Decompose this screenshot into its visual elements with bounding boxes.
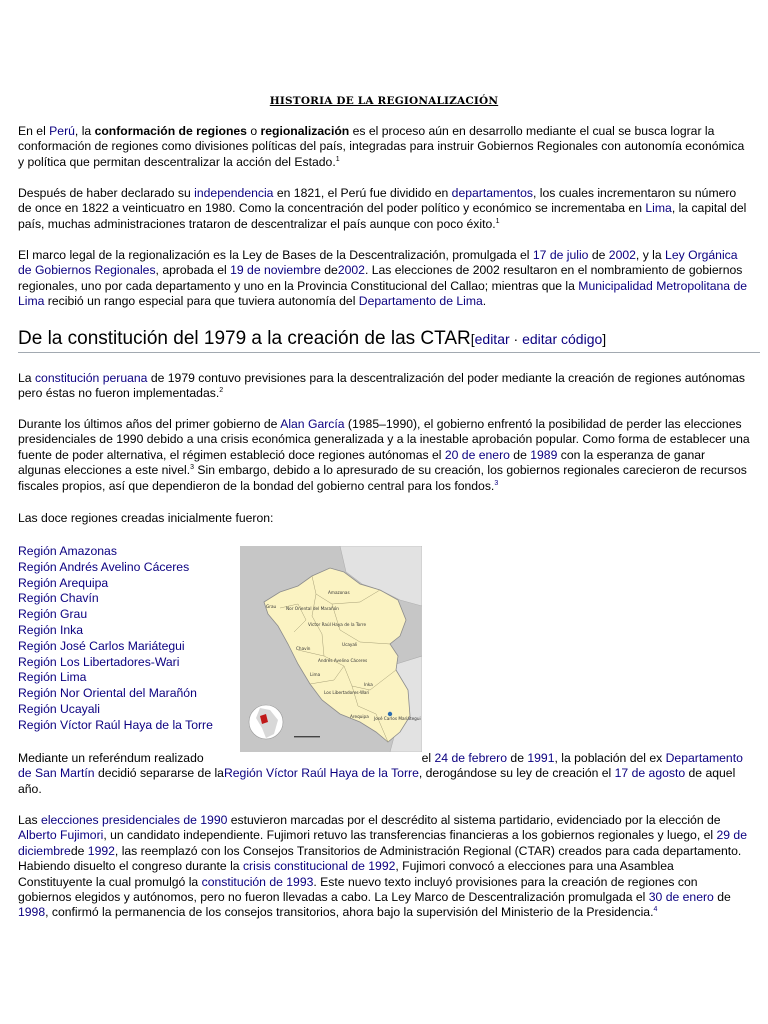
text: Durante los últimos años del primer gobierno de: [18, 417, 281, 431]
bold-term: conformación de regiones: [94, 124, 247, 138]
text: decidió separarse de la: [94, 766, 224, 781]
text: Después de haber declarado su: [18, 186, 195, 200]
region-link[interactable]: Región Chavín: [18, 591, 99, 606]
link-year[interactable]: 1998: [18, 905, 46, 920]
separator: ·: [509, 331, 523, 347]
region-link[interactable]: Región Ucayali: [18, 701, 100, 716]
reference[interactable]: 3: [190, 464, 194, 472]
text: La: [18, 371, 35, 385]
list-item: [18, 544, 213, 560]
link-departamentos[interactable]: departamentos: [451, 186, 533, 200]
reference[interactable]: 2: [219, 387, 224, 395]
link-region-victor[interactable]: Región Víctor Raúl Haya de la Torre: [223, 766, 419, 781]
edit-links: [471, 331, 606, 347]
lake-titicaca: [388, 712, 392, 716]
section-paragraph-4: [18, 751, 750, 797]
list-item: [18, 702, 213, 718]
link-constitucion[interactable]: constitución peruana: [34, 371, 148, 385]
list-item: [18, 560, 213, 576]
text: de 1979 contuvo previsiones para la descentralización del poder mediante la creación de regiones autónomas pero éstas no fueron implementadas.: [18, 371, 746, 401]
text: es el proceso aún en desarrollo mediante el cual se busca lograr la conformación de regiones como divisiones políticas del país, integradas para instruir Gobiernos Regionales con autonomía económica y política que permitan descentralizar la acción del Estado.: [18, 124, 745, 169]
link-departamento-lima[interactable]: Departamento de Lima: [358, 294, 483, 309]
link-elecciones-1990[interactable]: elecciones presidenciales de 1990: [41, 813, 228, 827]
text: de aquel año.: [18, 766, 736, 796]
text: o: [246, 124, 261, 138]
text: . Este nuevo texto incluyó provisiones para la creación de regiones con gobiernos elegidos y autónomos, pero no fueron llevadas a cabo. La Ley Marco de Descentralización promulgada el: [18, 874, 698, 905]
text: , la población del ex: [554, 751, 666, 765]
intro-paragraph-3: [18, 248, 750, 310]
link-crisis-1992[interactable]: crisis constitucional de 1992: [242, 859, 396, 874]
region-link[interactable]: Región Amazonas: [18, 544, 117, 558]
list-item: [18, 591, 213, 607]
link-year[interactable]: 1989: [530, 447, 558, 462]
link-alan-garcia[interactable]: Alan García: [280, 417, 345, 431]
list-item: [18, 639, 213, 655]
text: En el: [18, 124, 50, 138]
list-item: [18, 623, 213, 639]
text: , la capital del país, muchas administraciones trataron de descentralizar el país aunque con poco éxito.: [18, 201, 747, 231]
map-label: Los Libertadores-Wari: [324, 690, 370, 695]
intro-paragraph-1: [18, 124, 750, 170]
bold-term: regionalización: [260, 124, 350, 138]
text: .: [482, 294, 487, 309]
list-item: [18, 718, 213, 734]
text: de: [713, 890, 731, 905]
link-lima[interactable]: Lima: [645, 201, 672, 216]
text: recibió un rango especial para que tuviera autonomía del: [44, 294, 359, 309]
text: , confirmó la permanencia de los consejos transitorios, ahora bajo la supervisión del Ministerio de la Presidencia.: [45, 905, 654, 920]
text: , derogándose su ley de creación el: [418, 766, 615, 781]
text: con la esperanza de ganar algunas elecciones a este nivel.: [18, 447, 706, 478]
region-link[interactable]: Región Nor Oriental del Marañón: [18, 686, 197, 701]
link-date[interactable]: 29 de diciembre: [18, 828, 747, 858]
text: (1985–1990), el gobierno enfrentó la posibilidad de perder las elecciones presidenciales de 1990 debido a una crisis económica generalizada y a la inestable aprobación popular. Como forma de establecer una fuente de poder alternativa, el régimen estableció doce regiones autónomas el: [18, 417, 750, 462]
region-link[interactable]: Región Víctor Raúl Haya de la Torre: [18, 717, 213, 732]
map-label: Chavín: [296, 646, 311, 651]
text: de: [507, 751, 528, 765]
link-date[interactable]: 17 de julio: [532, 248, 589, 262]
section-paragraph-2: [18, 417, 750, 494]
region-list: [18, 544, 213, 734]
text: , y la: [635, 248, 666, 262]
map-label: Víctor Raúl Haya de la Torre: [308, 622, 367, 627]
text: El marco legal de la regionalización es la Ley de Bases de la Descentralización, promulgada el: [18, 248, 533, 262]
map-label: Inka: [364, 682, 373, 687]
edit-code-link[interactable]: editar código: [522, 331, 603, 347]
scale-bar: [294, 736, 320, 737]
edit-link[interactable]: editar: [474, 331, 510, 347]
text: , un candidato independiente. Fujimori retuvo las transferencias financieras a los gobiernos regionales y luego, el: [103, 828, 717, 843]
map-label: Grau: [266, 604, 277, 609]
text: , la: [74, 124, 95, 138]
region-link[interactable]: Región Grau: [18, 607, 88, 622]
link-municipalidad[interactable]: Municipalidad Metropolitana de Lima: [18, 278, 747, 309]
link-year[interactable]: 2002: [337, 263, 365, 278]
region-link[interactable]: Región Los Libertadores-Wari: [18, 654, 180, 669]
intro-paragraph-2: [18, 186, 750, 232]
link-san-martin[interactable]: Departamento de San Martín: [18, 751, 743, 781]
link-date[interactable]: 20 de enero: [444, 447, 510, 462]
link-year[interactable]: 1991: [527, 751, 555, 765]
section-paragraph-1: [18, 371, 750, 402]
reference[interactable]: 4: [653, 906, 658, 914]
link-date[interactable]: 19 de noviembre: [230, 263, 321, 278]
link-constitucion-1993[interactable]: constitución de 1993: [201, 874, 314, 889]
list-item: [18, 607, 213, 623]
text: estuvieron marcadas por el descrédito al sistema partidario, evidenciado por la elección de: [227, 813, 721, 827]
peru-regions-map: [240, 546, 422, 752]
link-ley-organica[interactable]: Ley Orgánica de Gobiernos Regionales: [18, 248, 738, 278]
text: , los cuales incrementaron su número de once en 1822 a veinticuatro en 1980. Como la concentración del poder político y económico se incrementaba en: [18, 186, 737, 216]
region-link[interactable]: Región Lima: [18, 670, 87, 685]
link-date[interactable]: 30 de enero: [648, 890, 714, 905]
text: , las reemplazó con los Consejos Transitorios de Administración Regional (CTAR) creados para cada departamento. Habiendo disuelto el congreso durante la: [18, 843, 742, 874]
text: , aprobada el: [155, 263, 231, 278]
section-paragraph-3: Las doce regiones creadas inicialmente fueron:: [18, 511, 274, 525]
map-label: Lima: [310, 672, 321, 677]
region-link[interactable]: Región Arequipa: [18, 575, 109, 590]
link-date[interactable]: 17 de agosto: [614, 766, 686, 781]
heading-text: De la constitución del 1979 a la creación de las CTAR: [18, 328, 471, 349]
heading-divider: [18, 352, 760, 353]
text: . Las elecciones de 2002 resultaron en el nombramiento de gobiernos regionales, uno por cada departamento y uno en la Provincia Constitucional del Callao; mientras que la: [18, 263, 743, 293]
link-year[interactable]: 2002: [608, 248, 636, 262]
text: Mediante un referéndum realizado: [18, 751, 204, 765]
map-label: José Carlos Mariátegui: [374, 716, 421, 721]
map-label: Ucayali: [342, 642, 358, 647]
list-item: [18, 686, 213, 702]
text: , Fujimori convocó a elecciones para una Asamblea Constituyente la cual promulgó la: [18, 859, 674, 889]
map-label: Andrés Avelino Cáceres: [318, 658, 368, 663]
text: de: [320, 263, 338, 278]
list-item: [18, 670, 213, 686]
list-item: [18, 655, 213, 671]
link-year[interactable]: 1992: [87, 843, 115, 858]
bracket: ]: [602, 331, 607, 347]
map-label: Amazonas: [328, 590, 350, 595]
link-independencia[interactable]: independencia: [194, 186, 274, 200]
text: de: [509, 447, 531, 462]
reference[interactable]: 1: [495, 217, 500, 225]
map-label: Arequipa: [350, 714, 369, 719]
text: de: [70, 843, 88, 858]
text: en 1821, el Perú fue dividido en: [273, 186, 452, 200]
map-label: Nor Oriental del Marañón: [286, 606, 339, 611]
scale-line: [294, 736, 320, 737]
section-heading: [18, 328, 750, 350]
list-item: [18, 576, 213, 592]
text: Las: [18, 813, 42, 827]
text: el: [421, 751, 435, 765]
reference[interactable]: 3: [494, 479, 499, 487]
link-date[interactable]: 24 de febrero: [434, 751, 508, 765]
globe-inset: [249, 705, 283, 739]
bracket: [: [470, 331, 475, 347]
document-title: HISTORIA DE LA REGIONALIZACIÓN: [269, 95, 499, 107]
region-link[interactable]: Región Inka: [18, 622, 84, 637]
link-fujimori[interactable]: Alberto Fujimori: [18, 828, 104, 843]
link-peru[interactable]: Perú: [49, 124, 75, 138]
text: Sin embargo, debido a lo apresurado de su creación, los gobiernos regionales carecieron de recursos fiscales propios, así que dependieron de la bondad del gobierno central para los fondos.: [18, 463, 747, 493]
text: de: [588, 248, 609, 262]
region-link[interactable]: Región Andrés Avelino Cáceres: [18, 559, 190, 574]
section-paragraph-5: [18, 813, 750, 921]
reference[interactable]: 1: [335, 155, 340, 163]
region-link[interactable]: Región José Carlos Mariátegui: [18, 638, 185, 653]
